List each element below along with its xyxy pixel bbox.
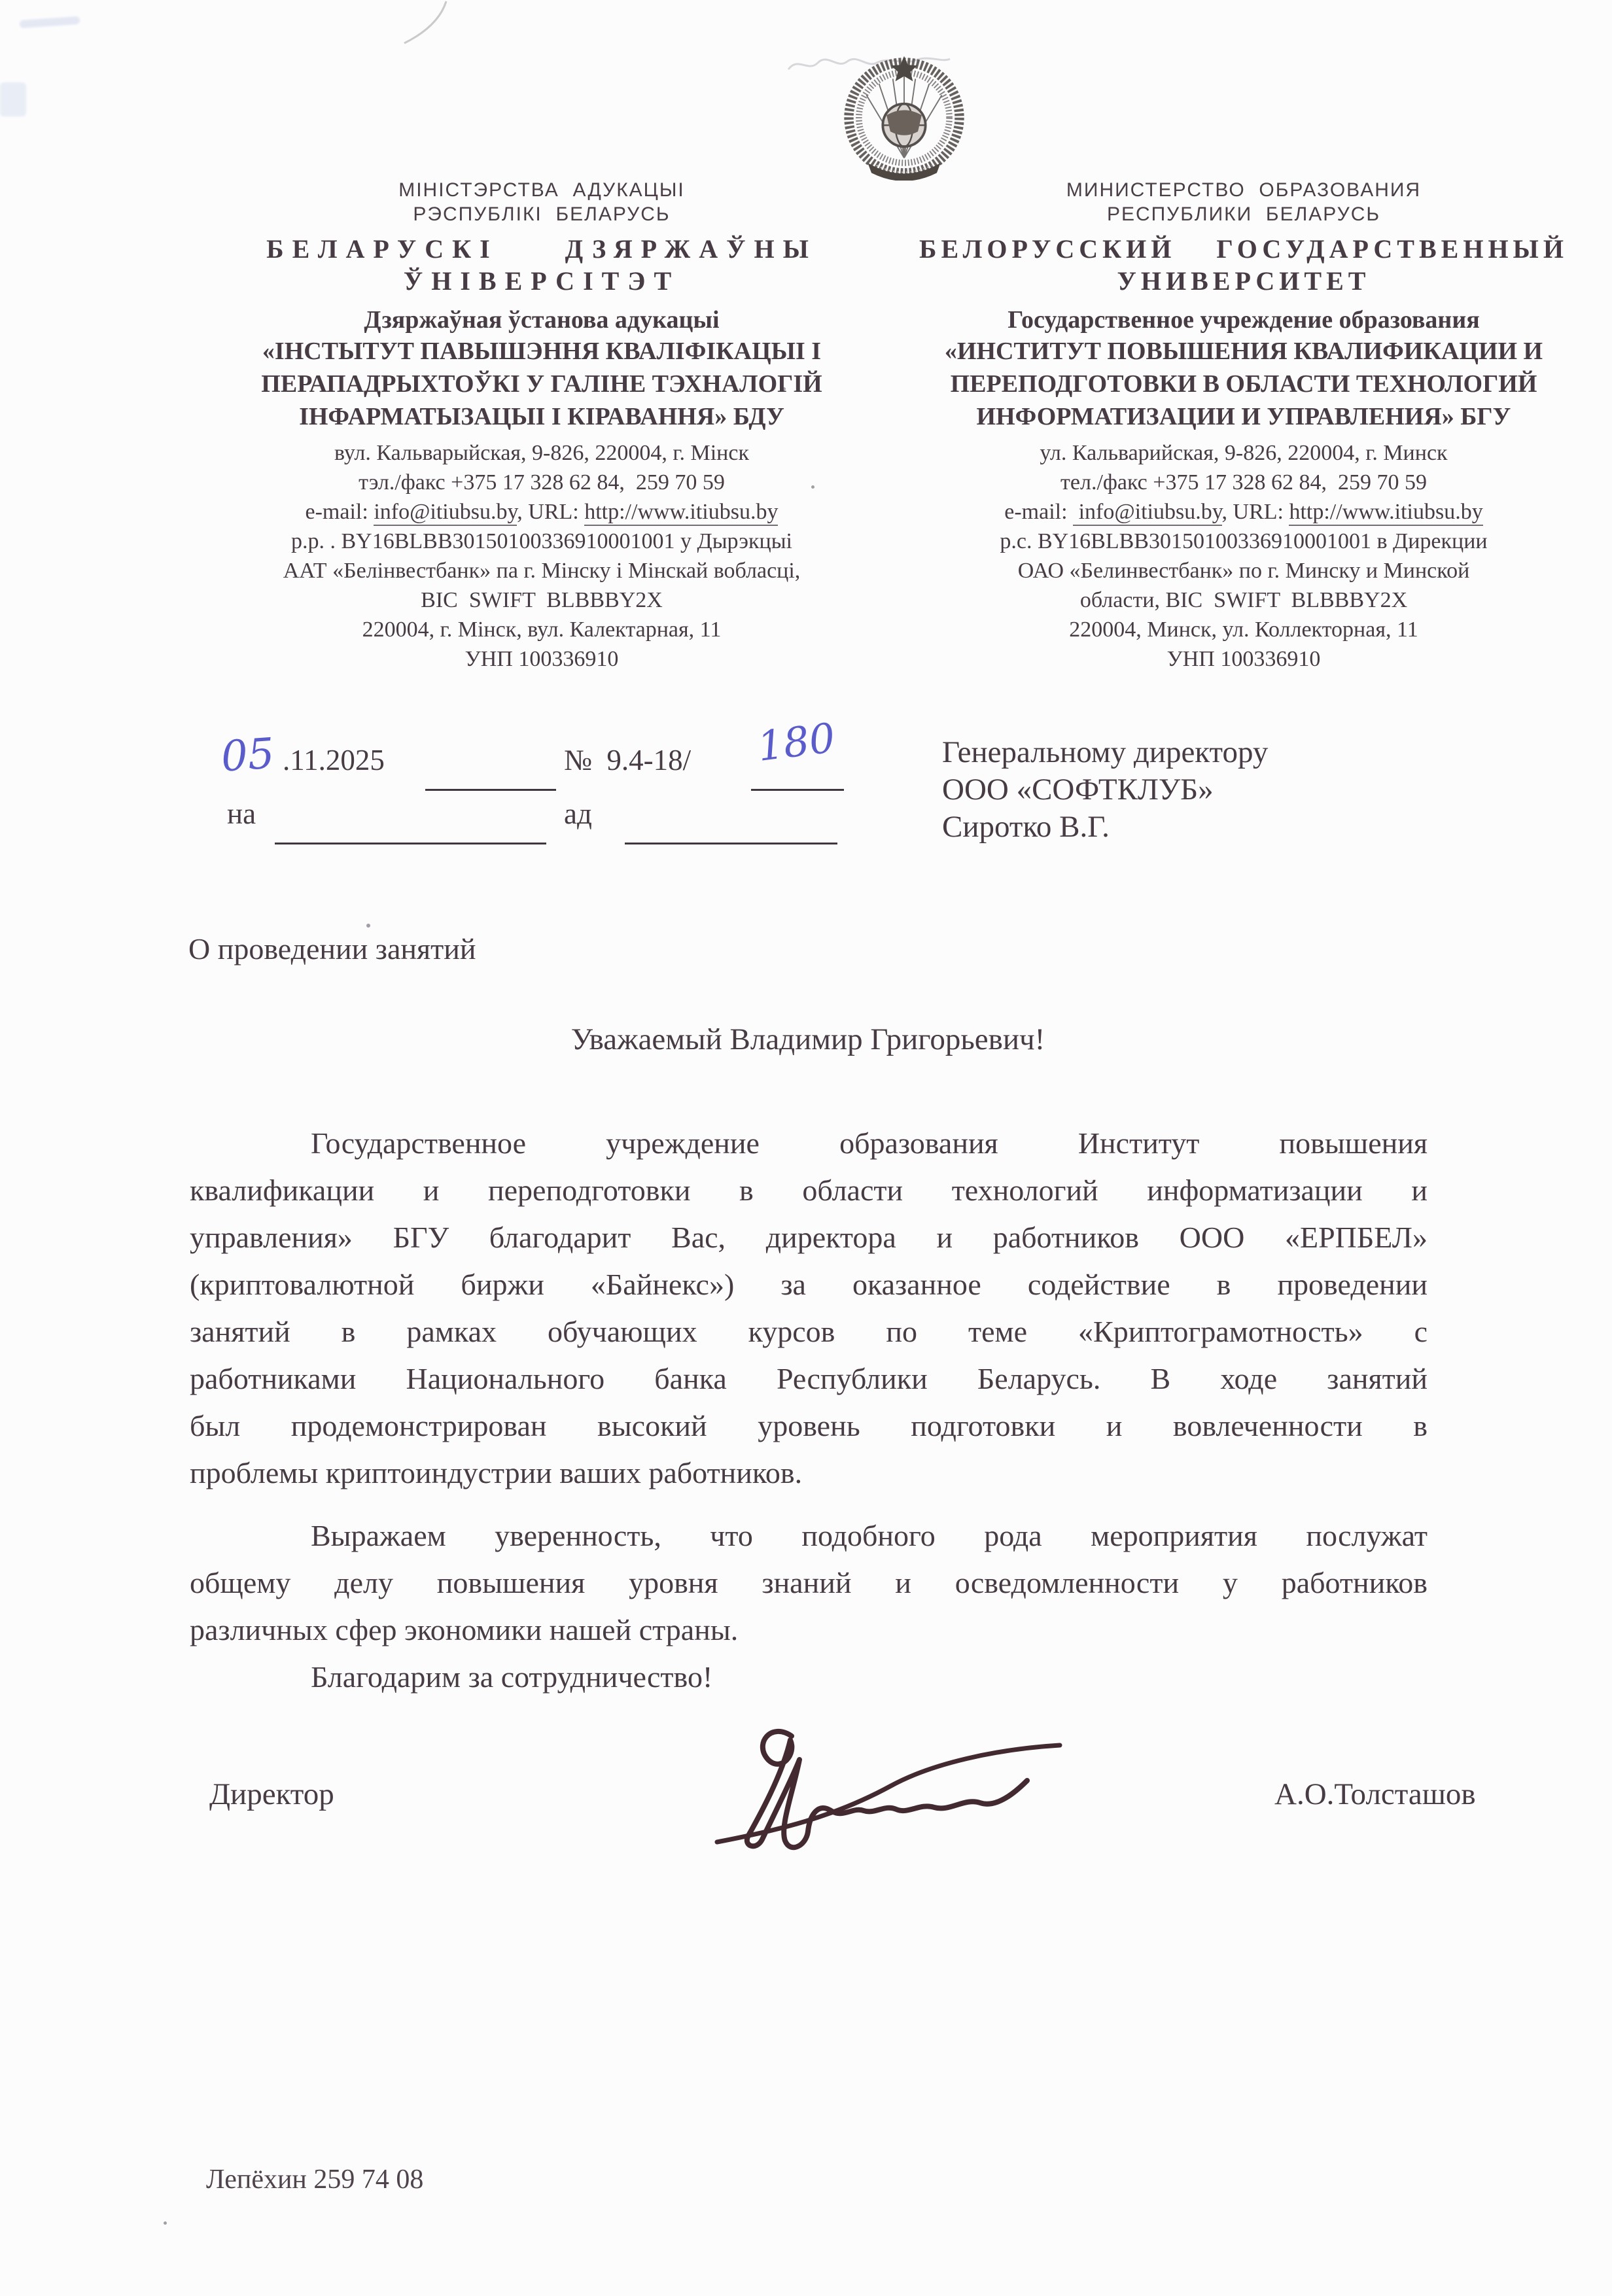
address-line: ул. Кальварийская, 9-826, 220004, г. Минск (1040, 441, 1448, 465)
institute-name: ИНФОРМАТИЗАЦИИ И УПРАВЛЕНИЯ» БГУ (976, 403, 1511, 430)
blank-underline (425, 789, 556, 791)
institute-name: «ИНСТИТУТ ПОВЫШЕНИЯ КВАЛИФИКАЦИИ И (944, 338, 1543, 365)
scan-artifact (0, 82, 26, 116)
account-line: ОАО «Белинвестбанк» по г. Минску и Минской (1017, 559, 1470, 583)
org-type-line: Дзяржаўная ўстанова адукацыі (364, 306, 720, 334)
signature-title: Директор (209, 1777, 334, 1811)
executor-footer: Лепёхин 259 74 08 (206, 2165, 424, 2195)
bic-line: области, BIC SWIFT BLBBBY2X (1079, 588, 1408, 612)
handwritten-signature (693, 1711, 1099, 1868)
phone-line: тэл./факс +375 17 328 62 84, 259 70 59 (359, 470, 725, 495)
subject-line: О проведении занятий (188, 932, 476, 965)
email-label: e-mail: (1004, 500, 1074, 524)
ministry-line: МИНИСТЕРСТВО ОБРАЗОВАНИЯ (1066, 179, 1422, 201)
scan-artifact (366, 924, 370, 928)
body-line: общему делу повышения уровня знаний и осведомленности у работников (190, 1566, 1428, 1599)
salutation: Уважаемый Владимир Григорьевич! (570, 1022, 1045, 1056)
email-label: e-mail: (305, 500, 374, 524)
university-name: БЕЛАРУСКІ ДЗЯРЖАЎНЫ (266, 234, 817, 264)
email-address: info@itiubsu.by (374, 500, 517, 526)
email-line (196, 497, 887, 527)
addressee-block (942, 734, 1268, 846)
website-url: http://www.itiubsu.by (584, 500, 778, 526)
letterhead-right (898, 178, 1590, 674)
body-line: занятий в рамках обучающих курсов по теме «Криптограмотность» с (190, 1315, 1428, 1348)
body-line: квалификации и переподготовки в области технологий информатизации и (190, 1174, 1428, 1207)
body-paragraph-1 (190, 1120, 1428, 1497)
email-line (898, 497, 1590, 527)
addressee-line: ООО «СОФТКЛУБ» (942, 773, 1214, 807)
ministry-line: РЭСПУБЛІКІ БЕЛАРУСЬ (413, 203, 671, 225)
blank-underline (751, 789, 844, 791)
university-name: УНИВЕРСИТЕТ (1117, 266, 1371, 296)
body-line: управления» БГУ благодарит Вас, директора и работников ООО «ЕРПБЕЛ» (190, 1221, 1428, 1254)
body-line: работниками Национального банка Республики Беларусь. В ходе занятий (190, 1362, 1428, 1395)
body-paragraph-2 (190, 1512, 1428, 1654)
ministry-line: МІНІСТЭРСТВА АДУКАЦЫІ (398, 179, 685, 201)
closing-line: Благодарим за сотрудничество! (311, 1660, 713, 1694)
blank-underline (625, 843, 837, 844)
ministry-line: РЕСПУБЛИКИ БЕЛАРУСЬ (1106, 203, 1381, 225)
institute-name: «ІНСТЫТУТ ПАВЫШЭННЯ КВАЛІФІКАЦЫІ І (262, 338, 822, 365)
reference-date-printed: .11.2025 (283, 744, 385, 776)
scan-artifact (20, 16, 80, 28)
postal-line: 220004, г. Мінск, вул. Калектарная, 11 (362, 617, 722, 642)
unp-line: УНП 100336910 (464, 647, 619, 671)
institute-name: ІНФАРМАТЫЗАЦЫІ І КІРАВАННЯ» БДУ (299, 403, 784, 430)
coat-of-arms-icon (841, 51, 967, 181)
reference-date-handwritten: 05 (219, 729, 276, 782)
blank-underline (275, 843, 546, 844)
body-line: проблемы криптоиндустрии ваших работников. (190, 1456, 803, 1489)
unp-line: УНП 100336910 (1166, 647, 1321, 671)
phone-line: тел./факс +375 17 328 62 84, 259 70 59 (1060, 470, 1427, 495)
account-line: р.р. . BY16BLBB30150100336910001001 у Дырэкцыі (290, 529, 792, 553)
university-name: ЎНІВЕРСІТЭТ (403, 266, 680, 296)
signature-name: А.О.Толсташов (1274, 1777, 1476, 1811)
url-label: , URL: (1221, 500, 1289, 524)
bic-line: BIC SWIFT BLBBBY2X (421, 588, 663, 612)
university-name: БЕЛОРУССКИЙ ГОСУДАРСТВЕННЫЙ (919, 234, 1568, 264)
reference-na-label: на (227, 797, 256, 830)
reference-number-handwritten: 180 (754, 714, 838, 771)
reference-number-label: № 9.4-18/ (564, 744, 692, 776)
reference-ad-label: ад (564, 797, 592, 830)
scan-artifact (164, 2221, 167, 2225)
url-label: , URL: (517, 500, 585, 524)
institute-name: ПЕРАПАДРЫХТОЎКІ У ГАЛІНЕ ТЭХНАЛОГІЙ (261, 370, 822, 398)
account-line: ААТ «Белінвестбанк» па г. Мінску і Мінскай вобласці, (283, 559, 801, 583)
institute-name: ПЕРЕПОДГОТОВКИ В ОБЛАСТИ ТЕХНОЛОГИЙ (950, 370, 1537, 398)
account-line: р.с. BY16BLBB30150100336910001001 в Дирекции (1000, 529, 1488, 553)
address-line: вул. Кальварыйская, 9-826, 220004, г. Мінск (334, 441, 749, 465)
scan-artifact (400, 0, 453, 46)
addressee-line: Генеральному директору (942, 735, 1269, 769)
body-line: Выражаем уверенность, что подобного рода мероприятия послужат (311, 1519, 1428, 1552)
email-address: info@itiubsu.by (1073, 500, 1221, 526)
body-line: Государственное учреждение образования Институт повышения (311, 1126, 1428, 1160)
body-line: был продемонстрирован высокий уровень подготовки и вовлеченности в (190, 1409, 1428, 1442)
body-line: (криптовалютной биржи «Байнекс») за оказанное содействие в проведении (190, 1268, 1428, 1301)
letterhead-left (196, 178, 887, 674)
website-url: http://www.itiubsu.by (1289, 500, 1482, 526)
closing-paragraph (190, 1654, 1428, 1701)
body-line: различных сфер экономики нашей страны. (190, 1613, 739, 1646)
addressee-line: Сиротко В.Г. (942, 810, 1110, 844)
org-type-line: Государственное учреждение образования (1008, 306, 1480, 334)
postal-line: 220004, Минск, ул. Коллекторная, 11 (1069, 617, 1418, 642)
